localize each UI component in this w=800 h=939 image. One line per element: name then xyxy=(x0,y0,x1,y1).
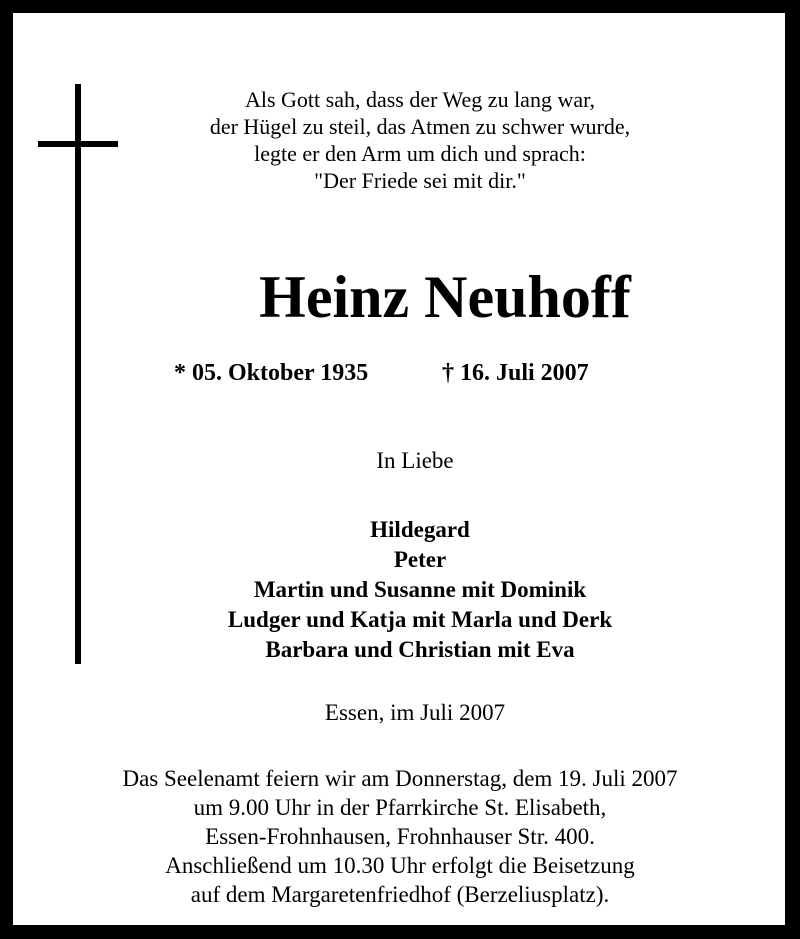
service-line: Das Seelenamt feiern wir am Donnerstag, dem 19. Juli 2007 xyxy=(122,766,678,791)
place-and-date: Essen, im Juli 2007 xyxy=(324,700,506,725)
cross-horizontal-bar xyxy=(38,141,118,147)
death-date: † 16. Juli 2007 xyxy=(442,360,589,386)
service-line: Anschließend um 10.30 Uhr erfolgt die Beisetzung xyxy=(165,853,635,878)
mourner-name: Martin und Susanne mit Dominik xyxy=(253,577,587,602)
service-line: Essen-Frohnhausen, Frohnhauser Str. 400. xyxy=(205,824,595,849)
mourner-name: Ludger und Katja mit Marla und Derk xyxy=(227,607,613,632)
service-line: um 9.00 Uhr in der Pfarrkirche St. Elisabeth, xyxy=(193,795,607,820)
cross-vertical-bar xyxy=(75,84,81,664)
deceased-name: Heinz Neuhoff xyxy=(259,264,631,330)
service-line: auf dem Margaretenfriedhof (Berzeliusplatz). xyxy=(190,882,610,907)
mourner-name: Barbara und Christian mit Eva xyxy=(265,637,575,662)
life-dates xyxy=(170,356,650,390)
mourner-name: Hildegard xyxy=(370,517,470,542)
mourners-list xyxy=(140,515,700,665)
verse xyxy=(170,86,670,194)
verse-line: der Hügel zu steil, das Atmen zu schwer wurde, xyxy=(209,114,631,139)
funeral-service-notice xyxy=(30,764,770,909)
mourner-name: Peter xyxy=(393,547,447,572)
verse-line: legte er den Arm um dich und sprach: xyxy=(254,141,586,166)
in-love-heading: In Liebe xyxy=(376,448,454,473)
birth-date: * 05. Oktober 1935 xyxy=(174,360,369,386)
verse-line: "Der Friede sei mit dir." xyxy=(314,168,526,193)
verse-line: Als Gott sah, dass der Weg zu lang war, xyxy=(244,87,596,112)
